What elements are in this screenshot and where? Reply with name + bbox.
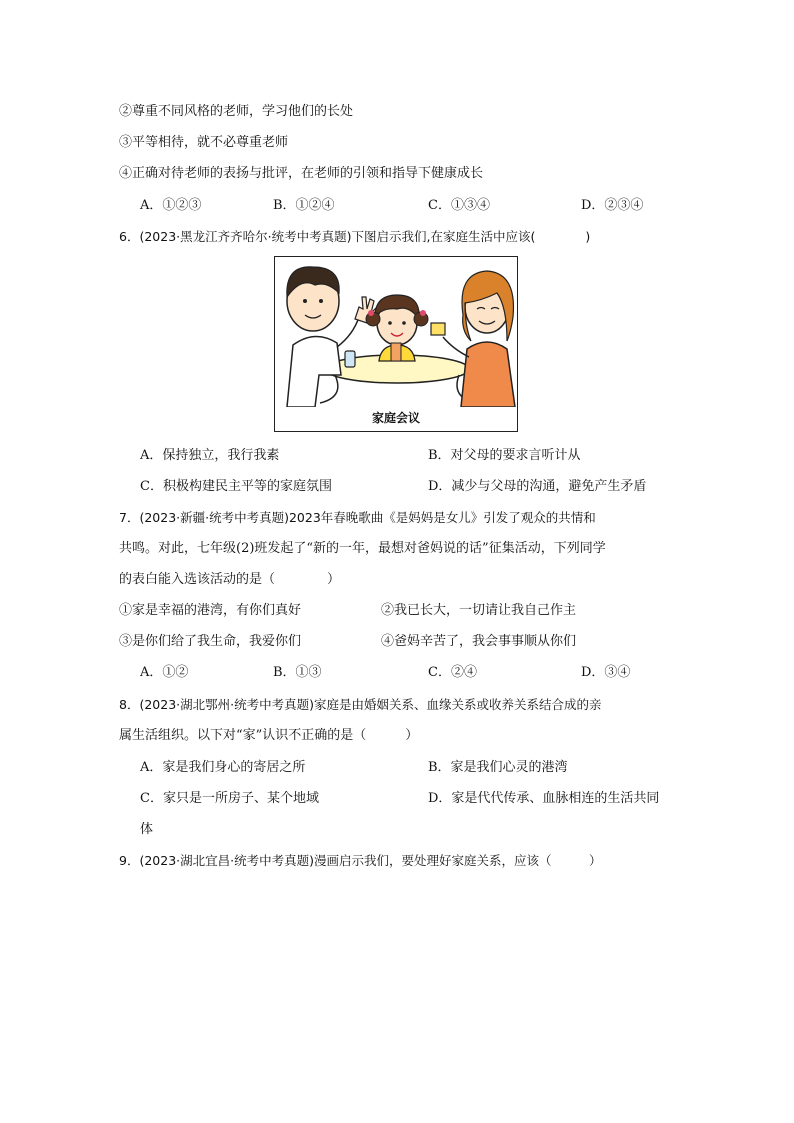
- q5-item-3: ③平等相待，就不必尊重老师: [119, 135, 289, 150]
- family-meeting-illustration: [275, 257, 517, 407]
- q8-option-b[interactable]: B．家是我们心灵的港湾: [428, 760, 568, 775]
- q5-option-c[interactable]: C．①③④: [428, 198, 490, 213]
- q5-option-a[interactable]: A．①②③: [140, 198, 202, 213]
- q7-item-1: ①家是幸福的港湾，有你们真好: [119, 603, 302, 618]
- q7-stem-line-1: 7．(2023·新疆·统考中考真题)2023年春晚歌曲《是妈妈是女儿》引发了观众的共情和: [119, 510, 596, 525]
- figure-caption: 家庭会议: [371, 411, 420, 425]
- q5-item-4: ④正确对待老师的表扬与批评，在老师的引领和指导下健康成长: [119, 166, 484, 181]
- q7-option-a[interactable]: A．①②: [140, 665, 189, 680]
- q7-item-4: ④爸妈辛苦了，我会事事顺从你们: [381, 634, 577, 649]
- family-meeting-figure: [274, 256, 518, 432]
- q6-stem: 6．(2023·黑龙江齐齐哈尔·统考中考真题)下图启示我们,在家庭生活中应该( ): [119, 229, 591, 244]
- q9-stem: 9．(2023·湖北宜昌·统考中考真题)漫画启示我们，要处理好家庭关系，应该（ ）: [119, 853, 602, 868]
- q8-option-c[interactable]: C．家只是一所房子、某个地域: [140, 791, 319, 806]
- q5-option-b[interactable]: B．①②④: [273, 198, 335, 213]
- q6-option-d[interactable]: D．减少与父母的沟通，避免产生矛盾: [428, 479, 647, 494]
- q7-item-2: ②我已长大，一切请让我自己作主: [381, 603, 577, 618]
- q7-stem-line-3: 的表白能入选该活动的是（ ）: [119, 572, 341, 587]
- q7-stem-line-2: 共鸣。对此，七年级(2)班发起了“新的一年，最想对爸妈说的话”征集活动，下列同学: [119, 541, 606, 556]
- q7-item-3: ③是你们给了我生命，我爱你们: [119, 634, 302, 649]
- q5-item-2: ②尊重不同风格的老师，学习他们的长处: [119, 104, 354, 119]
- q5-option-d[interactable]: D．②③④: [581, 198, 644, 213]
- q8-option-d[interactable]: D．家是代代传承、血脉相连的生活共同: [428, 791, 660, 806]
- q8-stem-line-1: 8．(2023·湖北鄂州·统考中考真题)家庭是由婚姻关系、血缘关系或收养关系结合成的亲: [119, 697, 602, 712]
- q6-option-a[interactable]: A．保持独立，我行我素: [140, 448, 280, 463]
- q6-option-c[interactable]: C．积极构建民主平等的家庭氛围: [140, 479, 332, 494]
- q7-option-c[interactable]: C．②④: [428, 665, 477, 680]
- q8-option-a[interactable]: A．家是我们身心的寄居之所: [140, 760, 306, 775]
- q6-option-b[interactable]: B．对父母的要求言听计从: [428, 448, 581, 463]
- q7-option-b[interactable]: B．①③: [273, 665, 322, 680]
- q7-option-d[interactable]: D．③④: [581, 665, 631, 680]
- q8-option-d-wrap: 体: [140, 822, 154, 837]
- q8-stem-line-2: 属生活组织。以下对“家”认识不正确的是（ ）: [119, 728, 419, 743]
